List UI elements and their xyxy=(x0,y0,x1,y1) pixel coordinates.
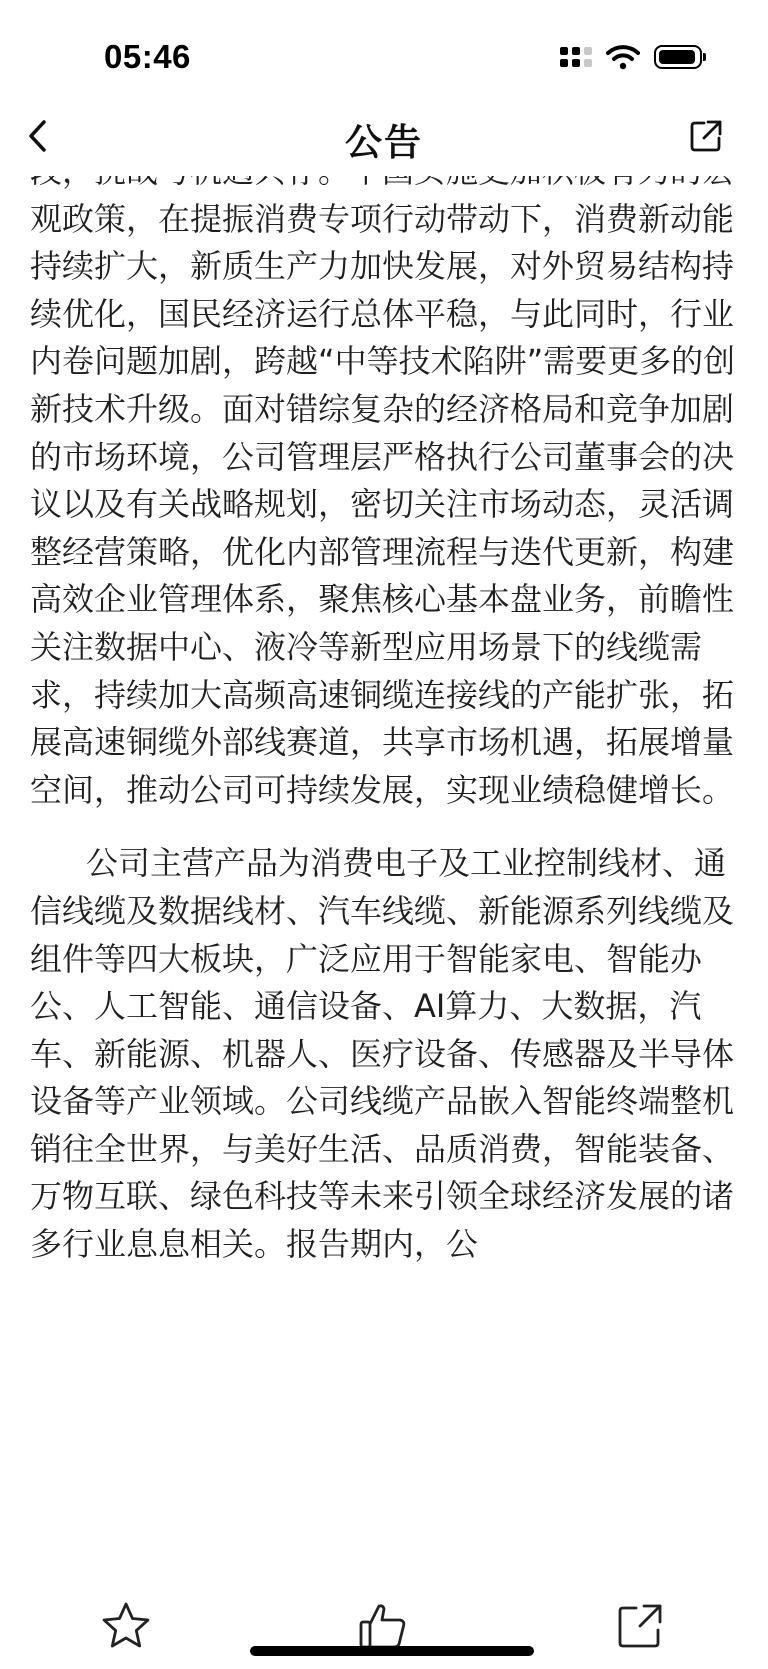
page-title: 公告 xyxy=(345,121,423,164)
announcement-content xyxy=(30,148,750,1562)
thumbs-up-icon[interactable] xyxy=(357,1600,409,1652)
share-icon[interactable] xyxy=(614,1600,666,1652)
paragraph: 公司主营产品为消费电子及工业控制线材、通信线缆及数据线材、汽车线缆、新能源系列线缆及组件等四大板块，广泛应用于智能家电、智能办公、人工智能、通信设备、AI算力、大数据，汽车、新能源、机器人、医疗设备、传感器及半导体设备等产业领域。公司线缆产品嵌入智能终端整机销往全世界，与美好生活、品质消费，智能装备、万物互联、绿色科技等未来引领全球经济发展的诸多行业息息相关。报告期内，公 xyxy=(30,844,735,1264)
status-time: 05:46 xyxy=(104,38,191,75)
status-icons xyxy=(560,44,702,70)
nav-bar xyxy=(0,100,768,176)
battery-icon xyxy=(654,45,702,69)
cellular-signal-icon xyxy=(560,47,592,67)
wifi-icon xyxy=(606,44,640,70)
share-external-icon[interactable] xyxy=(688,118,724,154)
paragraph: 观政策，在提振消费专项行动带动下，消费新动能持续扩大，新质生产力加快发展，对外贸易结构持续优化，国民经济运行总体平稳，与此同时，行业内卷问题加剧，跨越“中等技术陷阱”需要更多的创新技术升级。面对错综复杂的经济格局和竞争加剧的市场环境，公司管理层严格执行公司董事会的决议以及有关战略规划，密切关注市场动态，灵活调整经营策略，优化内部管理流程与迭代更新，构建高效企业管理体系，聚焦核心基本盘业务，前瞻性关注数据中心、液冷等新型应用场景下的线缆需求，持续加大高频高速铜缆连接线的产能扩张，拓展高速铜缆外部线赛道，共享市场机遇，拓展增量空间，推动公司可持续发展，实现业绩稳健增长。 xyxy=(30,199,736,809)
home-indicator[interactable] xyxy=(250,1646,534,1656)
status-bar xyxy=(0,0,768,100)
star-icon[interactable] xyxy=(100,1600,152,1652)
